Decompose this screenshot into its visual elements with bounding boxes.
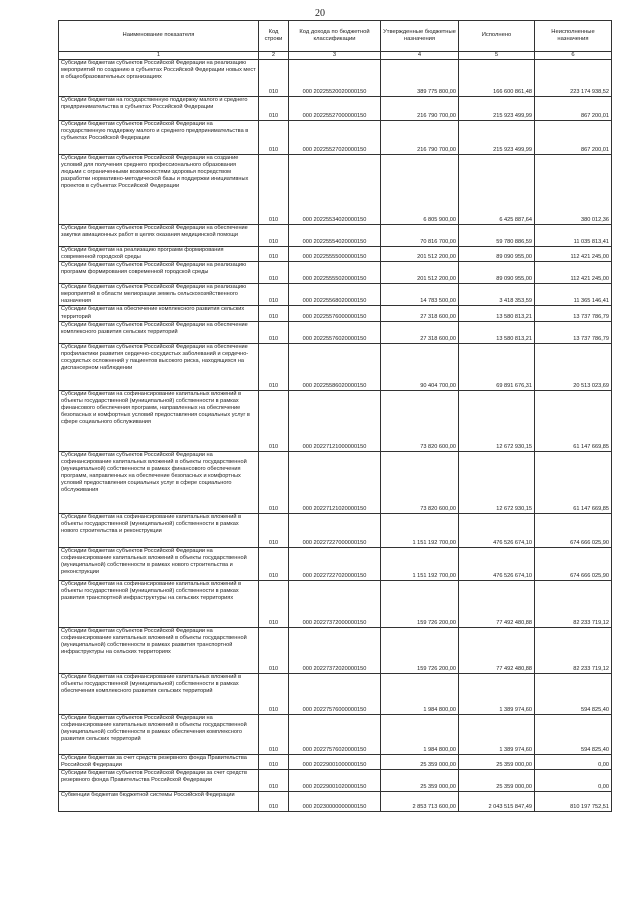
- table-row: [59, 451, 612, 513]
- income-code-cell: 000 20225568020000150: [289, 284, 381, 306]
- indicator-name-cell: Субсидии бюджетам на государственную поддержку малого и среднего предпринимательства в субъектах Российской Федерации: [59, 97, 259, 121]
- line-code-cell: 010: [259, 121, 289, 155]
- executed-amount-cell: 1 389 974,60: [459, 714, 535, 754]
- unexecuted-amount-cell: 810 197 752,51: [535, 791, 612, 811]
- table-row: [59, 714, 612, 754]
- indicator-name-cell: Субсидии бюджетам субъектов Российской Федерации на обеспечение закупки авиационных работ в целях оказания медицинской помощи: [59, 225, 259, 247]
- approved-amount-cell: 1 151 192 700,00: [381, 547, 459, 580]
- executed-amount-cell: 6 425 887,64: [459, 155, 535, 225]
- indicator-name-cell: Субсидии бюджетам субъектов Российской Федерации на реализацию программ формирования современной городской среды: [59, 262, 259, 284]
- executed-amount-cell: 69 891 676,31: [459, 343, 535, 390]
- executed-amount-cell: 215 923 499,99: [459, 97, 535, 121]
- table-row: [59, 121, 612, 155]
- table-row: [59, 343, 612, 390]
- column-number: 4: [381, 52, 459, 60]
- approved-amount-cell: 1 984 800,00: [381, 714, 459, 754]
- page-number: 20: [315, 8, 325, 19]
- line-code-cell: 010: [259, 343, 289, 390]
- unexecuted-amount-cell: 867 200,01: [535, 121, 612, 155]
- unexecuted-amount-cell: 11 035 813,41: [535, 225, 612, 247]
- line-code-cell: 010: [259, 97, 289, 121]
- table-row: [59, 754, 612, 769]
- line-code-cell: 010: [259, 754, 289, 769]
- income-code-cell: 000 20225520020000150: [289, 60, 381, 97]
- indicator-name-cell: Субсидии бюджетам субъектов Российской Федерации на софинансирование капитальных вложений в объекты государственной (муниципальной) собственности в рамках обеспечения комплексного развития сельских территорий: [59, 714, 259, 754]
- approved-amount-cell: 1 984 800,00: [381, 673, 459, 714]
- executed-amount-cell: 25 359 000,00: [459, 754, 535, 769]
- unexecuted-amount-cell: 11 365 146,41: [535, 284, 612, 306]
- header-row: [59, 21, 612, 52]
- executed-amount-cell: 1 389 974,60: [459, 673, 535, 714]
- column-number-row: [59, 52, 612, 60]
- header-income-code: Код дохода по бюджетной классификации: [289, 21, 381, 52]
- indicator-name-cell: Субсидии бюджетам субъектов Российской Федерации на обеспечение профилактики развития сердечно-сосудистых заболеваний и сердечно-сосудистых осложнений у пациентов высокого риска, находящихся на диспансерном наблюдении: [59, 343, 259, 390]
- approved-amount-cell: 1 151 192 700,00: [381, 513, 459, 547]
- indicator-name-cell: Субсидии бюджетам субъектов Российской Федерации на софинансирование капитальных вложений в объекты государственной (муниципальной) собственности в рамках развития транспортной инфраструктуры на сельских территориях: [59, 627, 259, 673]
- table-row: [59, 60, 612, 97]
- header-executed: Исполнено: [459, 21, 535, 52]
- indicator-name-cell: Субсидии бюджетам на софинансирование капитальных вложений в объекты государственной (муниципальной) собственности в рамках нового строительства и реконструкции: [59, 513, 259, 547]
- approved-amount-cell: 159 726 200,00: [381, 627, 459, 673]
- approved-amount-cell: 389 775 800,00: [381, 60, 459, 97]
- line-code-cell: 010: [259, 769, 289, 791]
- table-row: [59, 321, 612, 343]
- approved-amount-cell: 201 512 200,00: [381, 247, 459, 262]
- table-row: [59, 225, 612, 247]
- line-code-cell: 010: [259, 791, 289, 811]
- indicator-name-cell: Субсидии бюджетам субъектов Российской Федерации на софинансирование капитальных вложений в объекты государственной (муниципальной) собственности в рамках финансового обеспечения программ, направленных на обеспечение безопасных и комфортных условий предоставления социальных услуг в сфере социального обслуживания: [59, 451, 259, 513]
- line-code-cell: 010: [259, 247, 289, 262]
- column-number: 2: [259, 52, 289, 60]
- income-code-cell: 000 20227372020000150: [289, 627, 381, 673]
- line-code-cell: 010: [259, 673, 289, 714]
- approved-amount-cell: 14 783 500,00: [381, 284, 459, 306]
- table-row: [59, 627, 612, 673]
- executed-amount-cell: 59 780 886,59: [459, 225, 535, 247]
- unexecuted-amount-cell: 82 233 719,12: [535, 580, 612, 627]
- approved-amount-cell: 201 512 200,00: [381, 262, 459, 284]
- executed-amount-cell: 3 418 353,59: [459, 284, 535, 306]
- line-code-cell: 010: [259, 284, 289, 306]
- line-code-cell: 010: [259, 547, 289, 580]
- approved-amount-cell: 27 318 600,00: [381, 306, 459, 321]
- income-code-cell: 000 20225555020000150: [289, 262, 381, 284]
- indicator-name-cell: Субсидии бюджетам субъектов Российской Федерации за счет средств резервного фонда Правительства Российской Федерации: [59, 769, 259, 791]
- unexecuted-amount-cell: 867 200,01: [535, 97, 612, 121]
- unexecuted-amount-cell: 223 174 938,52: [535, 60, 612, 97]
- header-line-code: Код строки: [259, 21, 289, 52]
- approved-amount-cell: 73 820 600,00: [381, 390, 459, 451]
- approved-amount-cell: 25 359 000,00: [381, 754, 459, 769]
- table-row: [59, 769, 612, 791]
- approved-amount-cell: 216 790 700,00: [381, 121, 459, 155]
- income-code-cell: 000 20227372000000150: [289, 580, 381, 627]
- table-row: [59, 97, 612, 121]
- approved-amount-cell: 25 359 000,00: [381, 769, 459, 791]
- line-code-cell: 010: [259, 390, 289, 451]
- table-row: [59, 673, 612, 714]
- header-approved: Утвержденные бюджетные назначения: [381, 21, 459, 52]
- indicator-name-cell: Субвенции бюджетам бюджетной системы Российской Федерации: [59, 791, 259, 811]
- line-code-cell: 010: [259, 451, 289, 513]
- executed-amount-cell: 89 090 955,00: [459, 247, 535, 262]
- executed-amount-cell: 77 492 480,88: [459, 580, 535, 627]
- income-code-cell: 000 20225527000000150: [289, 97, 381, 121]
- indicator-name-cell: Субсидии бюджетам субъектов Российской Федерации на государственную поддержку малого и среднего предпринимательства в субъектах Российской Федерации: [59, 121, 259, 155]
- unexecuted-amount-cell: 61 147 669,85: [535, 451, 612, 513]
- approved-amount-cell: 159 726 200,00: [381, 580, 459, 627]
- unexecuted-amount-cell: 61 147 669,85: [535, 390, 612, 451]
- approved-amount-cell: 70 816 700,00: [381, 225, 459, 247]
- approved-amount-cell: 27 318 600,00: [381, 321, 459, 343]
- table-row: [59, 791, 612, 811]
- table-row: [59, 513, 612, 547]
- line-code-cell: 010: [259, 580, 289, 627]
- indicator-name-cell: Субсидии бюджетам за счет средств резервного фонда Правительства Российской Федерации: [59, 754, 259, 769]
- executed-amount-cell: 13 580 813,21: [459, 306, 535, 321]
- table-row: [59, 155, 612, 225]
- unexecuted-amount-cell: 112 421 245,00: [535, 247, 612, 262]
- income-code-cell: 000 20230000000000150: [289, 791, 381, 811]
- income-code-cell: 000 20225586020000150: [289, 343, 381, 390]
- approved-amount-cell: 73 820 600,00: [381, 451, 459, 513]
- executed-amount-cell: 215 923 499,99: [459, 121, 535, 155]
- line-code-cell: 010: [259, 321, 289, 343]
- unexecuted-amount-cell: 112 421 245,00: [535, 262, 612, 284]
- executed-amount-cell: 25 359 000,00: [459, 769, 535, 791]
- income-code-cell: 000 20225576020000150: [289, 321, 381, 343]
- table-row: [59, 284, 612, 306]
- table-row: [59, 247, 612, 262]
- executed-amount-cell: 77 492 480,88: [459, 627, 535, 673]
- indicator-name-cell: Субсидии бюджетам на обеспечение комплексного развития сельских территорий: [59, 306, 259, 321]
- income-code-cell: 000 20227121000000150: [289, 390, 381, 451]
- unexecuted-amount-cell: 674 666 025,90: [535, 547, 612, 580]
- indicator-name-cell: Субсидии бюджетам на софинансирование капитальных вложений в объекты государственной (муниципальной) собственности в рамках обеспечения комплексного развития сельских территорий: [59, 673, 259, 714]
- unexecuted-amount-cell: 674 666 025,90: [535, 513, 612, 547]
- indicator-name-cell: Субсидии бюджетам на софинансирование капитальных вложений в объекты государственной (муниципальной) собственности в рамках развития транспортной инфраструктуры на сельских территориях: [59, 580, 259, 627]
- indicator-name-cell: Субсидии бюджетам субъектов Российской Федерации на создание условий для получения среднего профессионального образования людьми с ограниченными возможностями здоровья посредством разработки нормативно-методической базы и поддержки инициативных проектов в субъектах Российской Федерации: [59, 155, 259, 225]
- income-code-cell: 000 20225527020000150: [289, 121, 381, 155]
- line-code-cell: 010: [259, 627, 289, 673]
- approved-amount-cell: 6 805 900,00: [381, 155, 459, 225]
- income-code-cell: 000 20227576020000150: [289, 714, 381, 754]
- table-row: [59, 306, 612, 321]
- approved-amount-cell: 216 790 700,00: [381, 97, 459, 121]
- line-code-cell: 010: [259, 306, 289, 321]
- income-code-cell: 000 20227227020000150: [289, 547, 381, 580]
- income-code-cell: 000 20229001000000150: [289, 754, 381, 769]
- line-code-cell: 010: [259, 60, 289, 97]
- unexecuted-amount-cell: 594 825,40: [535, 714, 612, 754]
- table-row: [59, 547, 612, 580]
- line-code-cell: 010: [259, 225, 289, 247]
- income-code-cell: 000 20229001020000150: [289, 769, 381, 791]
- header-indicator-name: Наименование показателя: [59, 21, 259, 52]
- unexecuted-amount-cell: 13 737 786,79: [535, 321, 612, 343]
- executed-amount-cell: 12 672 930,15: [459, 390, 535, 451]
- column-number: 6: [535, 52, 612, 60]
- income-code-cell: 000 20225534020000150: [289, 155, 381, 225]
- budget-report-table: [58, 20, 612, 812]
- income-code-cell: 000 20225554020000150: [289, 225, 381, 247]
- executed-amount-cell: 476 526 674,10: [459, 547, 535, 580]
- line-code-cell: 010: [259, 155, 289, 225]
- executed-amount-cell: 12 672 930,15: [459, 451, 535, 513]
- indicator-name-cell: Субсидии бюджетам субъектов Российской Федерации на реализацию мероприятий в области мелиорации земель сельскохозяйственного назначения: [59, 284, 259, 306]
- executed-amount-cell: 13 580 813,21: [459, 321, 535, 343]
- table-row: [59, 262, 612, 284]
- column-number: 5: [459, 52, 535, 60]
- line-code-cell: 010: [259, 513, 289, 547]
- unexecuted-amount-cell: 594 825,40: [535, 673, 612, 714]
- executed-amount-cell: 89 090 955,00: [459, 262, 535, 284]
- line-code-cell: 010: [259, 714, 289, 754]
- unexecuted-amount-cell: 20 513 023,69: [535, 343, 612, 390]
- executed-amount-cell: 476 526 674,10: [459, 513, 535, 547]
- indicator-name-cell: Субсидии бюджетам субъектов Российской Федерации на реализацию мероприятий по созданию в субъектах Российской Федерации новых мест в общеобразовательных организациях: [59, 60, 259, 97]
- income-code-cell: 000 20227121020000150: [289, 451, 381, 513]
- unexecuted-amount-cell: 0,00: [535, 769, 612, 791]
- table-body: [59, 52, 612, 812]
- indicator-name-cell: Субсидии бюджетам на софинансирование капитальных вложений в объекты государственной (муниципальной) собственности в рамках финансового обеспечения программ, направленных на обеспечение безопасных и комфортных условий предоставления социальных услуг в сфере социального обслуживания: [59, 390, 259, 451]
- indicator-name-cell: Субсидии бюджетам субъектов Российской Федерации на софинансирование капитальных вложений в объекты государственной (муниципальной) собственности в рамках нового строительства и реконструкции: [59, 547, 259, 580]
- indicator-name-cell: Субсидии бюджетам субъектов Российской Федерации на обеспечение комплексного развития сельских территорий: [59, 321, 259, 343]
- unexecuted-amount-cell: 13 737 786,79: [535, 306, 612, 321]
- table-row: [59, 580, 612, 627]
- indicator-name-cell: Субсидии бюджетам на реализацию программ формирования современной городской среды: [59, 247, 259, 262]
- income-code-cell: 000 20227576000000150: [289, 673, 381, 714]
- income-code-cell: 000 20225576000000150: [289, 306, 381, 321]
- table-row: [59, 390, 612, 451]
- unexecuted-amount-cell: 82 233 719,12: [535, 627, 612, 673]
- unexecuted-amount-cell: 0,00: [535, 754, 612, 769]
- approved-amount-cell: 2 853 713 600,00: [381, 791, 459, 811]
- income-code-cell: 000 20225555000000150: [289, 247, 381, 262]
- column-number: 1: [59, 52, 259, 60]
- unexecuted-amount-cell: 380 012,36: [535, 155, 612, 225]
- header-unexecuted: Неисполненные назначения: [535, 21, 612, 52]
- income-code-cell: 000 20227227000000150: [289, 513, 381, 547]
- approved-amount-cell: 90 404 700,00: [381, 343, 459, 390]
- column-number: 3: [289, 52, 381, 60]
- executed-amount-cell: 2 043 515 847,49: [459, 791, 535, 811]
- executed-amount-cell: 166 600 861,48: [459, 60, 535, 97]
- line-code-cell: 010: [259, 262, 289, 284]
